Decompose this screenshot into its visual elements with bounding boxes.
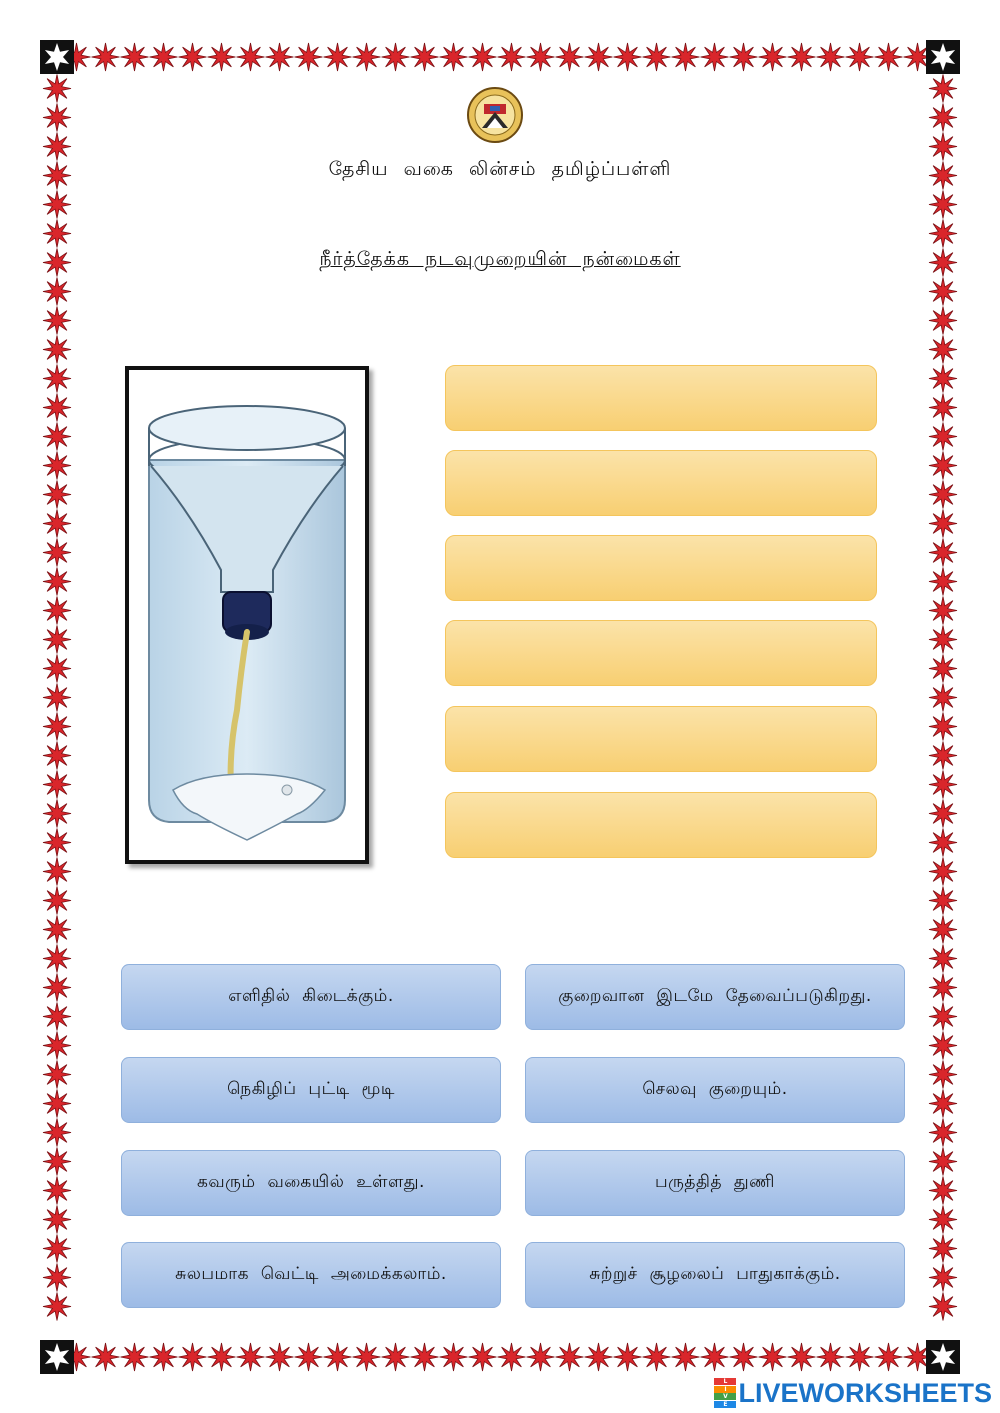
border-star-icon [929, 655, 957, 683]
border-star-icon [498, 43, 526, 71]
border-star-icon [929, 365, 957, 393]
border-star-icon [179, 1343, 207, 1371]
border-star-icon [43, 684, 71, 712]
border-star-icon [929, 1293, 957, 1321]
border-star-icon [929, 307, 957, 335]
border-star-icon [469, 43, 497, 71]
border-star-icon [929, 394, 957, 422]
badge-letter: E [714, 1401, 736, 1408]
border-star-icon [411, 1343, 439, 1371]
border-star-icon [43, 800, 71, 828]
border-star-icon [875, 43, 903, 71]
border-star-icon [929, 858, 957, 886]
border-star-icon [43, 916, 71, 944]
border-star-icon [43, 1090, 71, 1118]
border-star-icon [929, 829, 957, 857]
border-star-icon [43, 278, 71, 306]
answer-card[interactable]: எளிதில் கிடைக்கும். [121, 964, 501, 1030]
border-star-icon [43, 1003, 71, 1031]
border-star-icon [43, 1264, 71, 1292]
border-star-icon [929, 916, 957, 944]
border-star-icon [43, 365, 71, 393]
answer-card[interactable]: சுற்றுச் சூழலைப் பாதுகாக்கும். [525, 1242, 905, 1308]
border-star-icon [929, 887, 957, 915]
border-star-icon [43, 481, 71, 509]
border-star-icon [324, 43, 352, 71]
border-star-icon [43, 945, 71, 973]
border-star-icon [929, 684, 957, 712]
border-star-icon [43, 771, 71, 799]
border-star-icon [527, 43, 555, 71]
border-star-icon [929, 1032, 957, 1060]
answer-card[interactable]: கவரும் வகையில் உள்ளது. [121, 1150, 501, 1216]
border-star-icon [43, 1235, 71, 1263]
live-badge-icon [714, 1378, 736, 1408]
border-star-icon [672, 1343, 700, 1371]
border-star-icon [701, 43, 729, 71]
border-star-icon [43, 655, 71, 683]
border-star-icon [730, 1343, 758, 1371]
border-star-icon [929, 539, 957, 567]
border-star-icon [701, 1343, 729, 1371]
border-star-icon [929, 1206, 957, 1234]
border-star-icon [266, 43, 294, 71]
border-star-icon [672, 43, 700, 71]
border-star-icon [643, 1343, 671, 1371]
border-star-icon [929, 1119, 957, 1147]
border-star-icon [929, 278, 957, 306]
answer-card[interactable]: சுலபமாக வெட்டி அமைக்கலாம். [121, 1242, 501, 1308]
border-star-icon [43, 510, 71, 538]
border-star-icon [295, 1343, 323, 1371]
answer-drop-zone[interactable] [445, 792, 877, 858]
border-star-icon [817, 43, 845, 71]
border-star-icon [208, 43, 236, 71]
border-star-icon [929, 974, 957, 1002]
border-star-icon [929, 945, 957, 973]
border-star-icon [237, 1343, 265, 1371]
border-star-icon [440, 1343, 468, 1371]
border-star-icon [121, 43, 149, 71]
border-star-icon [929, 1148, 957, 1176]
border-star-icon [43, 1148, 71, 1176]
border-star-icon [43, 539, 71, 567]
border-star-icon [929, 1264, 957, 1292]
border-star-icon [353, 43, 381, 71]
answer-drop-zone[interactable] [445, 450, 877, 516]
border-star-icon [295, 43, 323, 71]
badge-letter: V [714, 1393, 736, 1400]
border-star-icon [382, 43, 410, 71]
border-star-icon [92, 1343, 120, 1371]
border-star-icon [43, 1061, 71, 1089]
border-star-icon [929, 481, 957, 509]
border-star-icon [614, 43, 642, 71]
border-star-icon [43, 887, 71, 915]
border-star-icon [43, 336, 71, 364]
border-star-icon [43, 742, 71, 770]
answer-drop-zone[interactable] [445, 535, 877, 601]
border-star-icon [237, 43, 265, 71]
border-star-icon [43, 191, 71, 219]
border-star-icon [846, 43, 874, 71]
border-star-icon [929, 104, 957, 132]
border-star-icon [556, 1343, 584, 1371]
border-star-icon [929, 423, 957, 451]
border-star-icon [43, 626, 71, 654]
border-star-icon [929, 1177, 957, 1205]
star-border-left [40, 74, 74, 1340]
corner-star-icon [40, 1340, 74, 1374]
answer-card[interactable]: செலவு குறையும். [525, 1057, 905, 1123]
border-star-icon [929, 568, 957, 596]
answer-drop-zone[interactable] [445, 706, 877, 772]
border-star-icon [817, 1343, 845, 1371]
border-star-icon [929, 771, 957, 799]
school-logo [466, 86, 524, 144]
border-star-icon [759, 43, 787, 71]
answer-drop-zone[interactable] [445, 620, 877, 686]
border-star-icon [43, 75, 71, 103]
water-filter-bottle-icon [129, 370, 365, 860]
water-filter-illustration [125, 366, 369, 864]
border-star-icon [43, 713, 71, 741]
border-star-icon [929, 626, 957, 654]
liveworksheets-logo [714, 1377, 992, 1409]
answer-card[interactable]: பருத்தித் துணி [525, 1150, 905, 1216]
border-star-icon [929, 597, 957, 625]
border-star-icon [846, 1343, 874, 1371]
badge-letter: I [714, 1386, 736, 1393]
border-star-icon [43, 1293, 71, 1321]
border-star-icon [43, 394, 71, 422]
border-star-icon [527, 1343, 555, 1371]
page-title [200, 248, 800, 273]
border-star-icon [929, 1061, 957, 1089]
school-name: தேசிய வகை லின்சம் தமிழ்ப்பள்ளி [328, 158, 672, 180]
border-star-icon [150, 1343, 178, 1371]
border-star-icon [411, 43, 439, 71]
border-star-icon [759, 1343, 787, 1371]
border-star-icon [585, 43, 613, 71]
border-star-icon [929, 336, 957, 364]
border-star-icon [585, 1343, 613, 1371]
border-star-icon [43, 1119, 71, 1147]
border-star-icon [929, 162, 957, 190]
border-star-icon [324, 1343, 352, 1371]
border-star-icon [43, 307, 71, 335]
border-star-icon [43, 1032, 71, 1060]
border-star-icon [43, 974, 71, 1002]
border-star-icon [43, 104, 71, 132]
border-star-icon [730, 43, 758, 71]
border-star-icon [929, 452, 957, 480]
border-star-icon [43, 1206, 71, 1234]
border-star-icon [440, 43, 468, 71]
border-star-icon [614, 1343, 642, 1371]
answer-drop-zone[interactable] [445, 365, 877, 431]
border-star-icon [788, 43, 816, 71]
border-star-icon [150, 43, 178, 71]
border-star-icon [929, 191, 957, 219]
border-star-icon [556, 43, 584, 71]
corner-star-icon [40, 40, 74, 74]
border-star-icon [929, 249, 957, 277]
brand-name: LIVEWORKSHEETS [738, 1377, 992, 1408]
answer-card[interactable]: குறைவான இடமே தேவைப்படுகிறது. [525, 964, 905, 1030]
border-star-icon [929, 510, 957, 538]
page-title-text: நீர்த்தேக்க நடவுமுறையின் நன்மைகள் [319, 248, 681, 270]
border-star-icon [43, 858, 71, 886]
border-star-icon [208, 1343, 236, 1371]
border-star-icon [266, 1343, 294, 1371]
border-star-icon [43, 133, 71, 161]
border-star-icon [43, 597, 71, 625]
border-star-icon [43, 162, 71, 190]
border-star-icon [929, 133, 957, 161]
border-star-icon [121, 1343, 149, 1371]
border-star-icon [929, 1003, 957, 1031]
border-star-icon [929, 1090, 957, 1118]
border-star-icon [382, 1343, 410, 1371]
border-star-icon [179, 43, 207, 71]
border-star-icon [929, 220, 957, 248]
border-star-icon [43, 423, 71, 451]
border-star-icon [929, 1235, 957, 1263]
star-border-bottom [62, 1340, 938, 1374]
border-star-icon [469, 1343, 497, 1371]
border-star-icon [929, 742, 957, 770]
badge-letter: L [714, 1378, 736, 1385]
corner-star-icon [926, 40, 960, 74]
corner-star-icon [926, 1340, 960, 1374]
border-star-icon [875, 1343, 903, 1371]
star-border-top [62, 40, 938, 74]
border-star-icon [43, 568, 71, 596]
answer-card[interactable]: நெகிழிப் புட்டி மூடி [121, 1057, 501, 1123]
star-border-right [926, 74, 960, 1340]
border-star-icon [929, 713, 957, 741]
border-star-icon [43, 249, 71, 277]
border-star-icon [643, 43, 671, 71]
border-star-icon [929, 75, 957, 103]
border-star-icon [353, 1343, 381, 1371]
border-star-icon [43, 829, 71, 857]
border-star-icon [788, 1343, 816, 1371]
border-star-icon [43, 1177, 71, 1205]
border-star-icon [929, 800, 957, 828]
border-star-icon [43, 452, 71, 480]
border-star-icon [92, 43, 120, 71]
border-star-icon [43, 220, 71, 248]
border-star-icon [498, 1343, 526, 1371]
